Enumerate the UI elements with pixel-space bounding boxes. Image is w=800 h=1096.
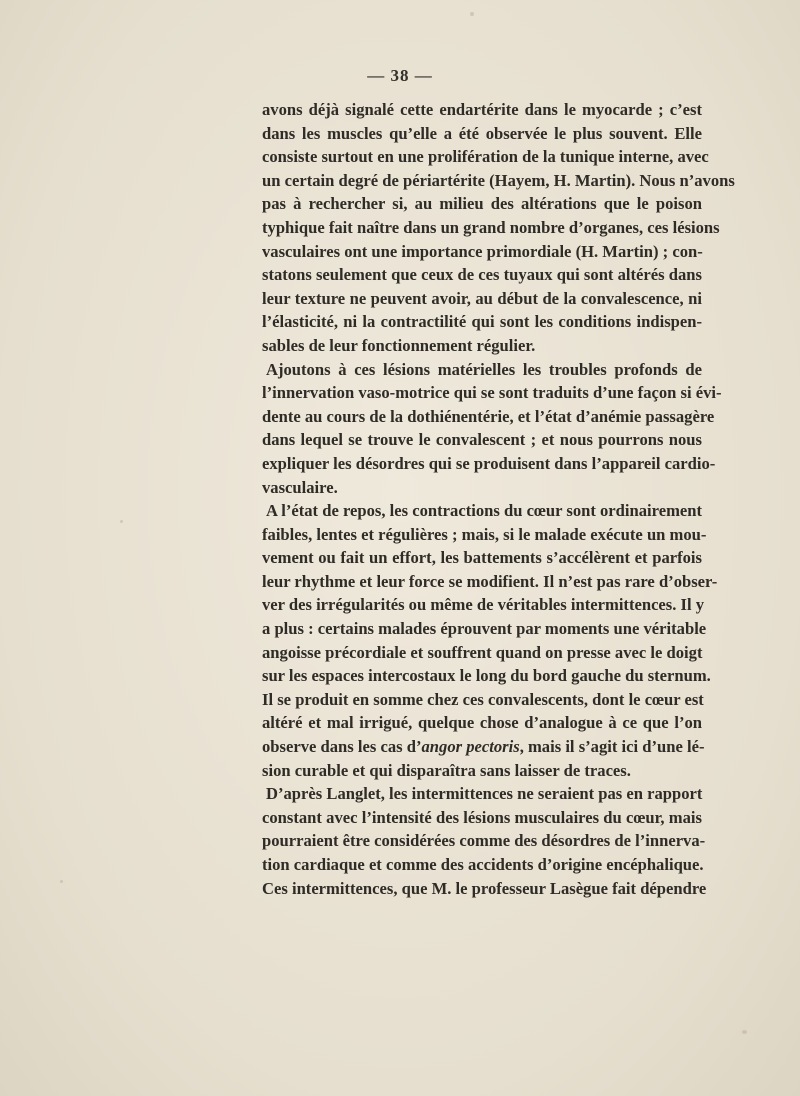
text-line: leur texture ne peuvent avoir, au début de la convalescence, ni — [262, 288, 702, 308]
text-line: sion curable et qui disparaîtra sans laisser de traces. — [262, 760, 631, 780]
paper-speck — [60, 880, 63, 883]
text-line: leur rhythme et leur force se modifient. Il n’est pas rare d’obser- — [262, 571, 718, 591]
text-line: constant avec l’intensité des lésions musculaires du cœur, mais — [262, 807, 702, 827]
text-line: expliquer les désordres qui se produisent dans l’appareil cardio- — [262, 453, 716, 473]
paper-speck — [742, 1030, 747, 1034]
text-line: vasculaire. — [262, 477, 338, 497]
text-line: vasculaires ont une importance primordiale (H. Martin) ; con- — [262, 241, 703, 261]
text-line: typhique fait naître dans un grand nombre d’organes, ces lésions — [262, 217, 720, 237]
text-line: ver des irrégularités ou même de véritables intermittences. Il y — [262, 595, 705, 615]
text-line: dans les muscles qu’elle a été observée le plus souvent. Elle — [262, 123, 702, 143]
text-line: D’après Langlet, les intermittences ne seraient pas en rapport — [266, 784, 703, 804]
text-line: l’innervation vaso-motrice qui se sont traduits d’une façon si évi- — [262, 383, 722, 403]
text-line: Ajoutons à ces lésions matérielles les troubles profonds de — [266, 359, 702, 379]
text-line: tion cardiaque et comme des accidents d’origine encéphalique. — [262, 855, 704, 874]
text-line: altéré et mal irrigué, quelque chose d’analogue à ce que l’on — [262, 713, 702, 733]
text-line: a plus : certains malades éprouvent par moments une véritable — [262, 619, 707, 639]
text-line: sur les espaces intercostaux le long du bord gauche du sternum. — [262, 666, 711, 686]
text-line: consiste surtout en une prolifération de la tunique interne, avec — [262, 147, 709, 167]
text-line: vement ou fait un effort, les battements s’accélèrent et parfois — [262, 548, 702, 568]
text-line: angoisse précordiale et souffrent quand on presse avec le doigt — [262, 642, 703, 662]
text-line — [262, 735, 705, 759]
page-number: — 38 — — [367, 66, 433, 85]
text-segment: , mais il s’agit ici d’une lé- — [519, 737, 705, 757]
text-segment: observe dans les cas d’ — [262, 737, 422, 757]
text-line: pas à rechercher si, au milieu des altérations que le poison — [262, 194, 702, 214]
text-line: A l’état de repos, les contractions du cœur sont ordinairement — [266, 501, 703, 521]
italic-term: angor pectoris — [421, 737, 520, 757]
text-line: un certain degré de périartérite (Hayem, H. Martin). Nous n’avons — [262, 170, 735, 190]
text-line: dente au cours de la dothiénentérie, et l’état d’anémie passagère — [262, 406, 715, 426]
text-line: faibles, lentes et régulières ; mais, si le malade exécute un mou- — [262, 524, 707, 544]
text-line: dans lequel se trouve le convalescent ; et nous pourrons nous — [262, 430, 702, 450]
paper-speck — [470, 12, 474, 16]
text-line: l’élasticité, ni la contractilité qui sont les conditions indispen- — [262, 312, 702, 332]
text-line: avons déjà signalé cette endartérite dans le myocarde ; c’est — [262, 100, 702, 119]
text-line: pourraient être considérées comme des désordres de l’innerva- — [262, 831, 706, 851]
body-text — [262, 98, 735, 900]
text-line: Il se produit en somme chez ces convalescents, dont le cœur est — [262, 689, 704, 709]
text-line: sables de leur fonctionnement régulier. — [262, 335, 536, 355]
text-line: Ces intermittences, que M. le professeur Lasègue fait dépendre — [262, 878, 707, 898]
paper-speck — [120, 520, 123, 523]
text-line: statons seulement que ceux de ces tuyaux qui sont altérés dans — [262, 265, 702, 285]
